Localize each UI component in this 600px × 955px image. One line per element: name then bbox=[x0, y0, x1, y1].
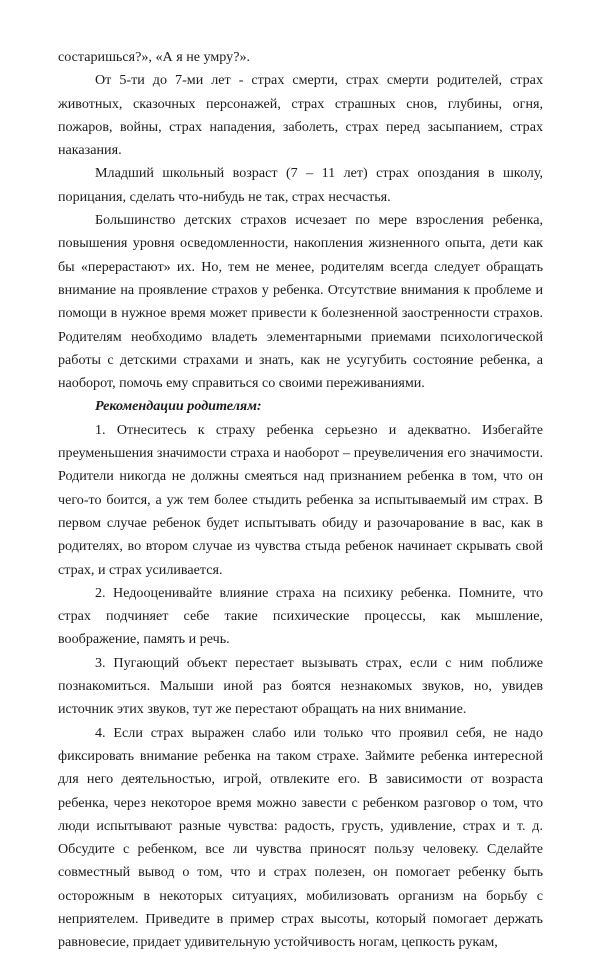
recommendation-item-3: 3. Пугающий объект перестает вызывать страх, если с ним поближе познакомиться. Малыши иной раз боятся незнакомых звуков, но, увидев источник этих звуков, тут же перестают обращать на них внимание. bbox=[58, 654, 543, 718]
paragraph-fears-age-5-7: От 5-ти до 7-ми лет - страх смерти, страх смерти родителей, страх животных, сказочных персонажей, страх страшных снов, глубины, огня, пожаров, войны, страх нападения, заболеть, страх перед засыпанием, страх наказания. bbox=[58, 72, 543, 159]
document-body bbox=[58, 46, 543, 955]
paragraph-fears-fade-with-growth: Большинство детских страхов исчезает по мере взросления ребенка, повышения уровня осведомленности, накопления жизненного опыта, дети как бы «перерастают» их. Но, тем не менее, родителям всегда следует обращать внимание на проявление страхов у ребенка. Отсутствие внимания к проблеме и помощи в нужное время может привести к болезненной заостренности страхов. Родителям необходимо владеть элементарными приемами психологической работы с детскими страхами и знать, как не усугубить состояние ребенка, а наоборот, помочь ему справиться со своими переживаниями. bbox=[58, 212, 543, 392]
recommendation-item-4: 4. Если страх выражен слабо или только что проявил себя, не надо фиксировать внимание ребенка на таком страхе. Займите ребенка интересной для него деятельностью, игрой, отвлеките его. В зависимости от возраста ребенка, через некоторое время можно завести с ребенком разговор о том, что люди испытывают разные чувства: радость, грусть, удивление, страх и т. д. Обсудите с ребенком, все ли чувства приносят пользу человеку. Сделайте совместный вывод о том, что и страх полезен, он помогает ребенку быть осторожным в некоторых ситуациях, мобилизовать организм на борьбу с неприятелем. Приведите в пример страх высоты, который помогает держать равновесие, придает удивительную устойчивость ногам, цепкость рукам, bbox=[58, 724, 543, 951]
paragraph-continuation: состаришься?», «А я не умру?». bbox=[58, 49, 251, 65]
recommendation-item-1: 1. Отнеситесь к страху ребенка серьезно и адекватно. Избегайте преуменьшения значимости страха и наоборот – преувеличения его значимости. Родители никогда не должны смеяться над признанием ребенка в том, что он чего-то боится, а уж тем более стыдить ребенка за испытываемый им страх. В первом случае ребенок будет испытывать обиду и разочарование в вас, как в родителях, во втором случае из чувства стыда ребенок начинает скрывать свой страх, и страх усиливается. bbox=[58, 421, 543, 578]
paragraph-fears-primary-school-age: Младший школьный возраст (7 – 11 лет) страх опоздания в школу, порицания, сделать что-нибудь не так, страх несчастья. bbox=[58, 165, 543, 205]
recommendation-item-2: 2. Недооценивайте влияние страха на психику ребенка. Помните, что страх подчиняет себе такие психические процессы, как мышление, воображение, память и речь. bbox=[58, 584, 543, 648]
heading-recommendations-for-parents: Рекомендации родителям: bbox=[95, 398, 262, 415]
